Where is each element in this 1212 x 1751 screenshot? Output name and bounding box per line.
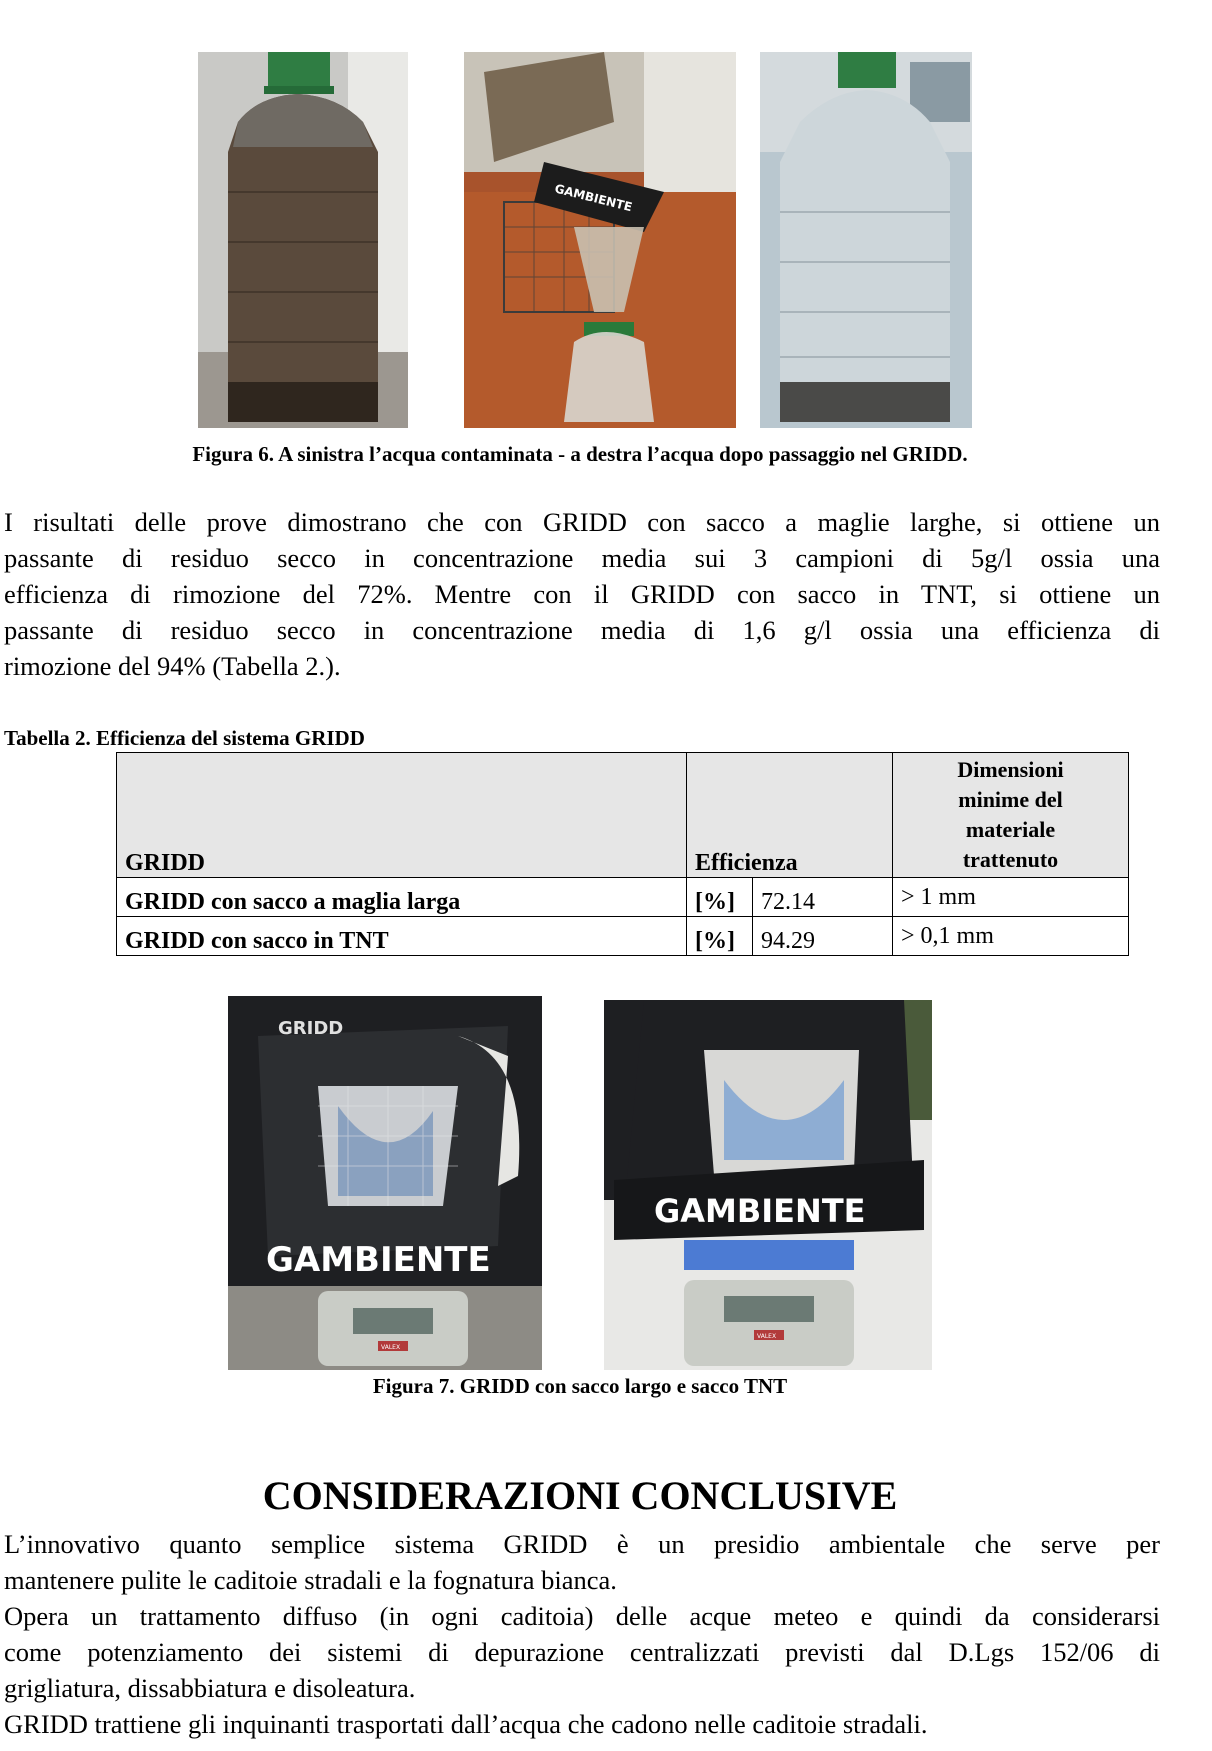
paragraph-line: passante di residuo secco in concentrazione media di 1,6 g/l ossia una efficienza di [4,615,1160,645]
scale-brand-text: VALEX [757,1333,777,1340]
paragraph-line: come potenziamento dei sistemi di depurazione centralizzati previsti dal D.Lgs 152/06 di [4,1637,1160,1667]
paragraph-line: rimozione del 94% (Tabella 2.). [4,651,341,681]
header-efficienza: Efficienza [687,753,893,878]
table-2-title: Tabella 2. Efficienza del sistema GRIDD [4,726,365,750]
photo-gridd-tnt-bag [604,1000,932,1370]
paragraph-line: L’innovativo quanto semplice sistema GRIDD è un presidio ambientale che serve per [4,1529,1160,1559]
figure-7-caption: Figura 7. GRIDD con sacco largo e sacco TNT [372,1374,788,1398]
paragraph-line: efficienza di rimozione del 72%. Mentre con il GRIDD con sacco in TNT, si ottiene un [4,579,1160,609]
table-row [117,917,1129,956]
row-min-size: > 1 mm [893,878,1129,917]
efficiency-table [116,752,1129,956]
paragraph-line: I risultati delle prove dimostrano che con GRIDD con sacco a maglie larghe, si ottiene un [4,507,1160,537]
paragraph-line: passante di residuo secco in concentrazione media sui 3 campioni di 5g/l ossia una [4,543,1160,573]
paragraph-line: GRIDD trattiene gli inquinanti trasportati dall’acqua che cadono nelle caditoie stradali. [4,1709,928,1739]
row-name: GRIDD con sacco in TNT [117,917,687,956]
photo-filtering-through-gridd [464,52,736,428]
header-min-size-line: materiale [965,817,1056,842]
paragraph-line: mantenere pulite le caditoie stradali e la fognatura bianca. [4,1565,617,1595]
header-min-size-line: trattenuto [962,847,1059,872]
gambiente-logo-text: GAMBIENTE [654,1192,866,1230]
gambiente-logo-text: GAMBIENTE [266,1240,491,1280]
photo-contaminated-water [198,52,408,428]
gambiente-logo-text: GAMBIENTE [553,181,634,215]
photo-gridd-wide-mesh-bag [228,996,542,1370]
table-row [117,878,1129,917]
header-min-size-line: minime del [958,787,1063,812]
photo-clean-water [760,52,972,428]
figure-6-caption: Figura 6. A sinistra l’acqua contaminata - a destra l’acqua dopo passaggio nel GRIDD. [192,442,968,466]
table-header-row [117,753,1129,878]
row-min-size: > 0,1 mm [893,917,1129,956]
conclusions-paragraph [4,1526,1160,1742]
header-min-size [893,753,1129,878]
paragraph-line: Opera un trattamento diffuso (in ogni caditoia) delle acque meteo e quindi da considerarsi [4,1601,1160,1631]
paragraph-line: grigliatura, dissabbiatura e disoleatura. [4,1673,416,1703]
row-unit: [%] [687,878,753,917]
row-efficiency-value: 72.14 [753,878,893,917]
conclusions-heading: CONSIDERAZIONI CONCLUSIVE [262,1473,898,1518]
scale-brand-text: VALEX [381,1344,401,1351]
results-paragraph [4,504,1160,684]
row-efficiency-value: 94.29 [753,917,893,956]
header-min-size-line: Dimensioni [957,757,1064,782]
header-gridd: GRIDD [117,753,687,878]
row-name: GRIDD con sacco a maglia larga [117,878,687,917]
gridd-label-text: GRIDD [278,1018,344,1039]
row-unit: [%] [687,917,753,956]
